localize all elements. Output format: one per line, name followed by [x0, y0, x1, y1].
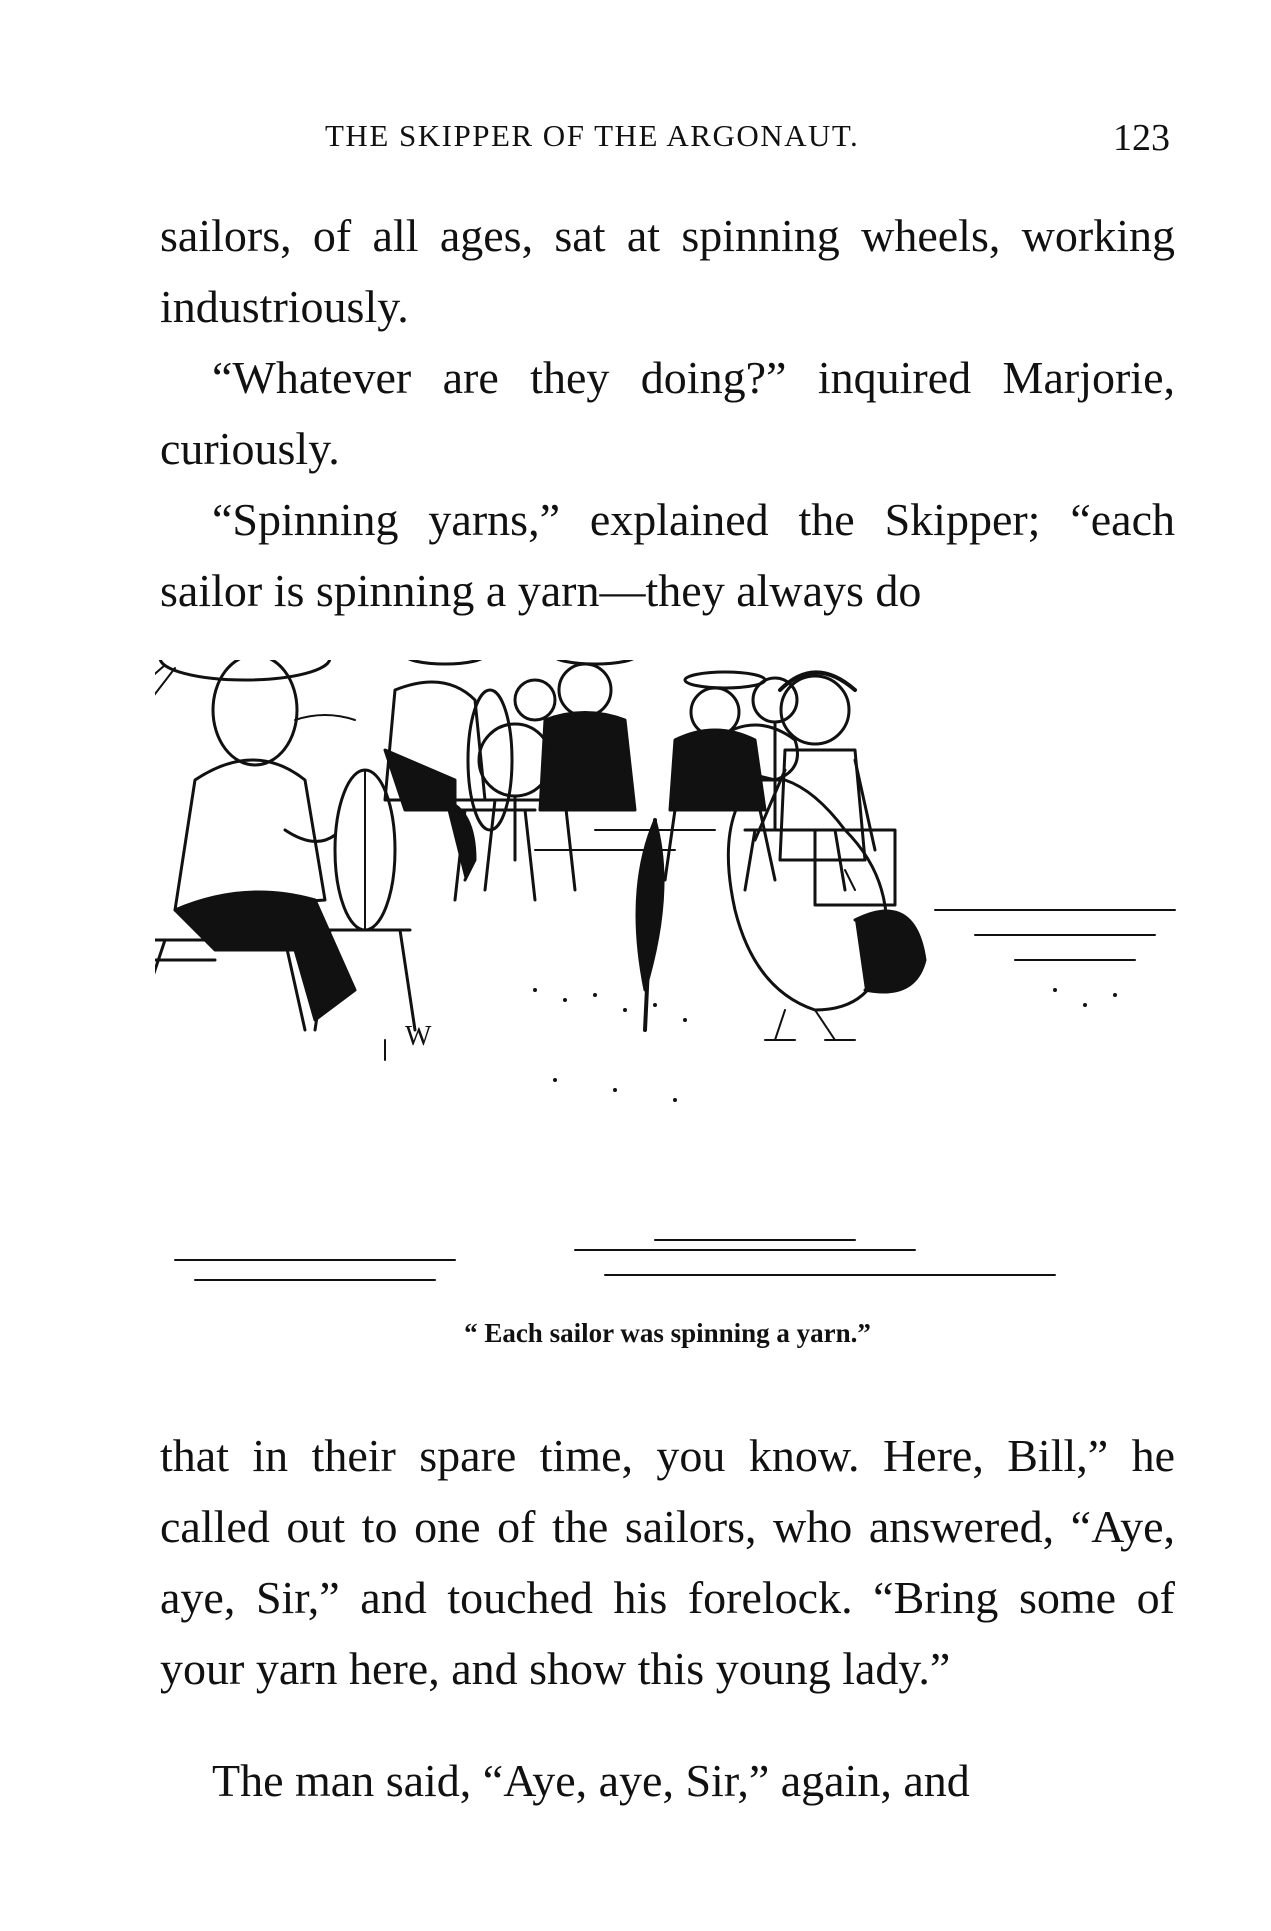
paragraph-5: The man said, “Aye, aye, Sir,” again, and — [212, 1755, 970, 1806]
front-sailor — [155, 660, 415, 1060]
illustration-sailors-spinning — [155, 660, 1185, 1310]
artist-monogram: W — [405, 1021, 432, 1052]
middle-sailor — [385, 660, 535, 900]
running-head — [160, 118, 1180, 168]
paragraph-4: that in their spare time, you know. Here, Bill,” he called out to one of the sailors, who answered, “Aye, aye, Sir,” and touched his forelock. “Bring some of your yarn here, and show this young lady.” — [160, 1430, 1175, 1694]
paragraph-3: “Spinning yarns,” explained the Skipper; “each sailor is spinning a yarn—they always do — [160, 494, 1175, 616]
stipple — [533, 988, 1117, 1102]
running-title: THE SKIPPER OF THE ARGONAUT. — [325, 118, 860, 153]
paragraph-1: sailors, of all ages, sat at spinning wheels, working industriously. — [160, 210, 1175, 332]
paragraph-2: “Whatever are they doing?” inquired Marjorie, curiously. — [160, 352, 1175, 474]
illustration-caption: “ Each sailor was spinning a yarn.” — [464, 1318, 871, 1348]
page-number: 123 — [1113, 117, 1170, 159]
back-sailor-2 — [479, 660, 637, 890]
